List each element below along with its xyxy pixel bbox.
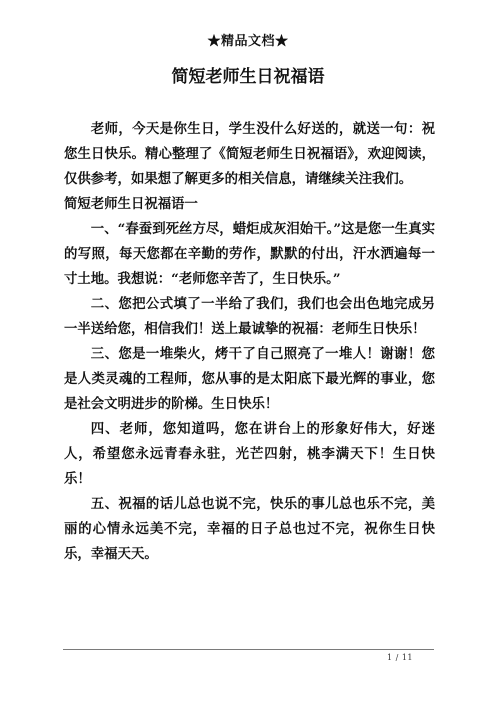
wish-paragraph-4: 四、老师，您知道吗，您在讲台上的形象好伟大，好迷人，希望您永远青春永驻，光芒四射，桃李满天下！生日快乐！ xyxy=(64,421,435,487)
wish-paragraph-3: 三、您是一堆柴火，烤干了自己照亮了一堆人！谢谢！您是人类灵魂的工程师，您从事的是太阳底下最光辉的事业，您是社会文明进步的阶梯。生日快乐！ xyxy=(64,346,435,412)
footer-divider xyxy=(63,649,434,650)
wish-paragraph-5: 五、祝福的话儿总也说不完，快乐的事儿总也乐不完，美丽的心情永远美不完，幸福的日子总也过不完，祝你生日快乐，幸福天天。 xyxy=(64,496,435,562)
section-heading: 简短老师生日祝福语一 xyxy=(64,196,198,212)
document-header: ★精品文档★ xyxy=(207,34,289,49)
document-body xyxy=(64,117,435,567)
wish-paragraph-1: 一、“春蚕到死丝方尽，蜡炬成灰泪始干。”这是您一生真实的写照，每天您都在辛勤的劳作，默默的付出，汗水洒遍每一寸土地。我想说：“老师您辛苦了，生日快乐。” xyxy=(64,221,435,287)
page-number: 1 / 11 xyxy=(386,653,414,662)
document-title: 简短老师生日祝福语 xyxy=(171,67,325,87)
intro-paragraph: 老师，今天是你生日，学生没什么好送的，就送一句：祝您生日快乐。精心整理了《简短老师生日祝福语》，欢迎阅读，仅供参考，如果想了解更多的相关信息，请继续关注我们。 xyxy=(64,121,435,187)
wish-paragraph-2: 二、您把公式填了一半给了我们，我们也会出色地完成另一半送给您，相信我们！送上最诚挚的祝福：老师生日快乐！ xyxy=(64,296,435,337)
